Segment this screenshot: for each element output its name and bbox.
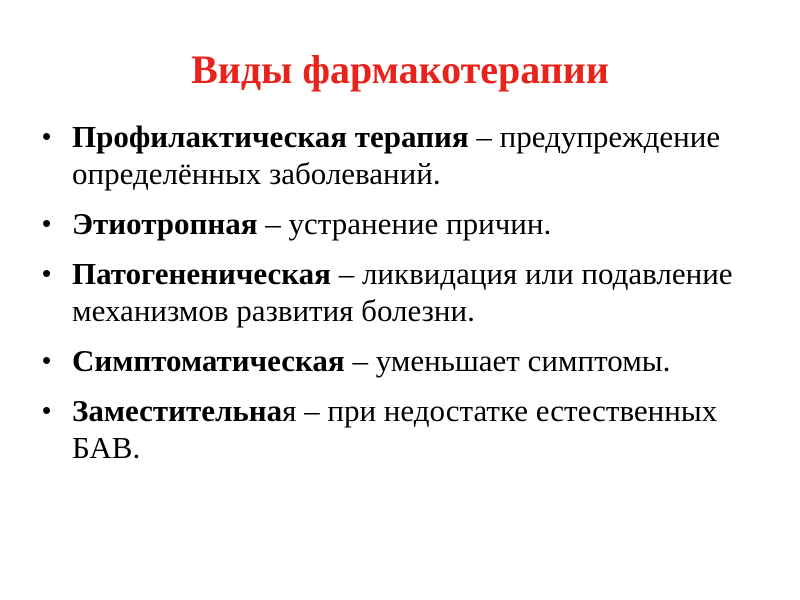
list-item (42, 392, 772, 466)
item-description: – устранение причин. (257, 206, 552, 241)
item-term: Заместительна (72, 393, 283, 428)
item-description: – предупреждение определённых заболеваний. (72, 119, 721, 191)
list-item (42, 255, 772, 329)
slide-title: Виды фармакотерапии (191, 47, 609, 92)
item-term: Симптоматическая (72, 343, 345, 378)
bullet-icon: • (42, 345, 52, 375)
bullet-icon: • (42, 121, 52, 151)
list-item (42, 342, 772, 379)
list-item (42, 118, 772, 192)
item-description: – ликвидация или подавление механизмов развития болезни. (72, 256, 733, 328)
list-item (42, 205, 772, 242)
bullet-icon: • (42, 395, 52, 425)
bullet-icon: • (42, 258, 52, 288)
item-term: Патогененическая (72, 256, 331, 291)
item-description: я – при недостатке естественных БАВ. (72, 393, 718, 465)
bullet-list (42, 118, 772, 479)
bullet-icon: • (42, 208, 52, 238)
item-description: – уменьшает симптомы. (344, 343, 671, 378)
item-term: Этиотропная (72, 206, 258, 241)
item-term: Профилактическая терапия (72, 119, 469, 154)
